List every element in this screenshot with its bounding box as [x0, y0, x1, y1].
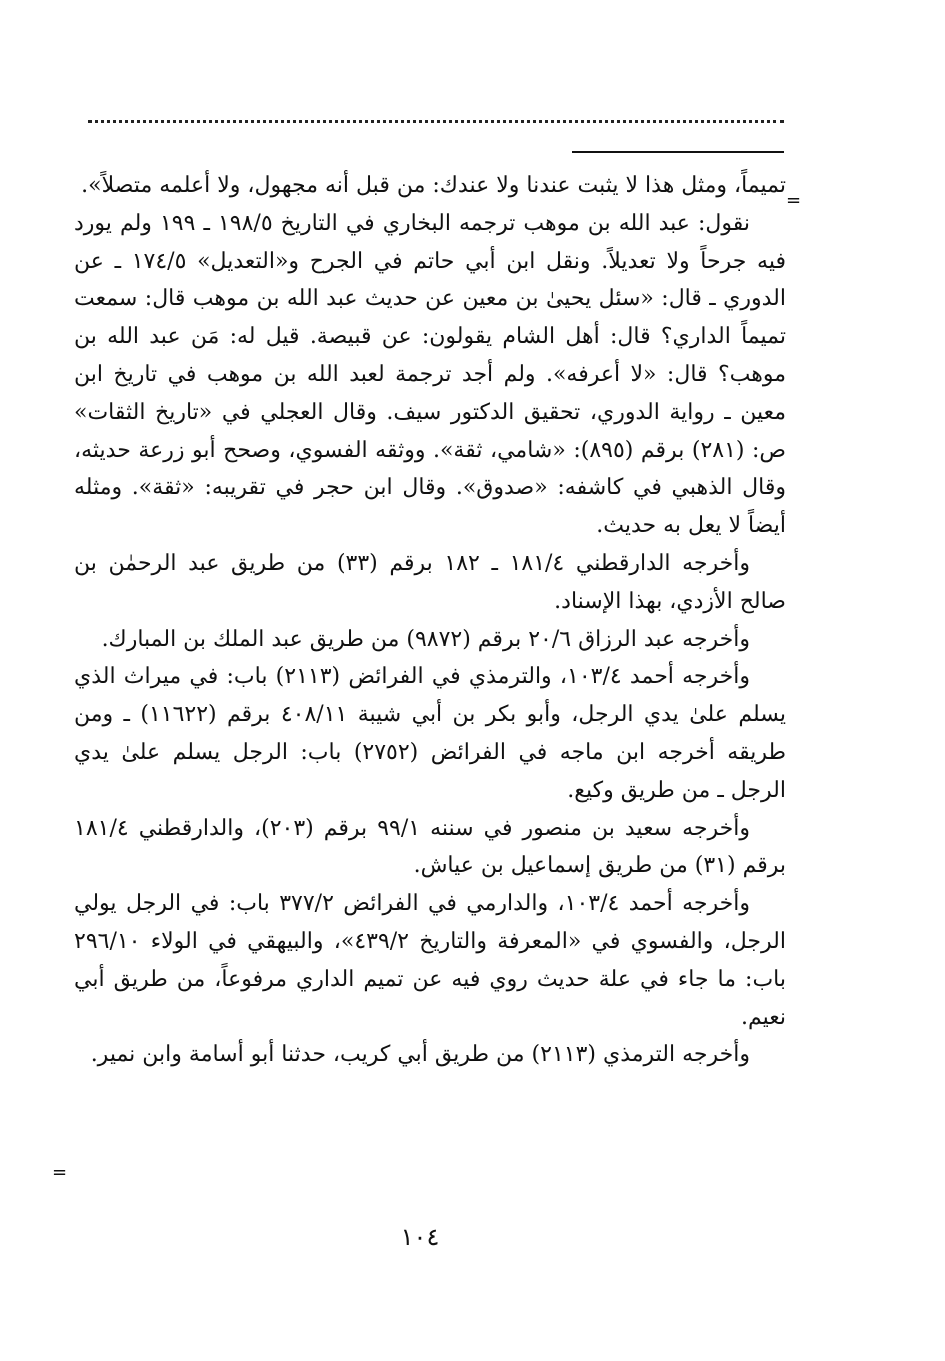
- footnote-paragraph-3: وأخرجه الدارقطني ١٨١/٤ ـ ١٨٢ برقم (٣٣) من طريق عبد الرحمٰن بن صالح الأزدي، بهذا الإسناد.: [74, 550, 786, 614]
- footnote-paragraph-5: وأخرجه أحمد ١٠٣/٤، والترمذي في الفرائض (٢١١٣) باب: في ميراث الذي يسلم علىٰ يدي الرجل، وأبو بكر بن أبي شيبة ٤٠٨/١١ برقم (١١٦٢٢) ـ ومن طريقه أخرجه ابن ماجه في الفرائض (٢٧٥٢) باب: الرجل يسلم علىٰ يدي الرجل ـ من طريق وكيع.: [74, 664, 786, 803]
- footnote-paragraph-8: وأخرجه الترمذي (٢١١٣) من طريق أبي كريب، حدثنا أبو أسامة وابن نمير.: [90, 1042, 750, 1068]
- footnote-paragraph-2: نقول: عبد الله بن موهب ترجمه البخاري في التاريخ ١٩٨/٥ ـ ١٩٩ ولم يورد فيه جرحاً ولا تعديلاً. ونقل ابن أبي حاتم في الجرح و«التعديل» ١٧٤/٥ ـ عن الدوري ـ قال: «سئل يحيىٰ بن معين عن حديث عبد الله بن موهب قال: سمعت تميماً الداري؟ قال: أهل الشام يقولون: عن قبيصة. قيل له: مَن عبد الله بن موهب؟ قال: «لا أعرفه». ولم أجد ترجمة لعبد الله بن موهب في تاريخ ابن معين ـ رواية الدوري، تحقيق الدكتور سيف. وقال العجلي في «تاريخ الثقات» ص: (٢٨١) برقم (٨٩٥): «شامي، ثقة». ووثقه الفسوي، وصحح أبو زرعة حديثه، وقال الذهبي في كاشفه: «صدوق». وقال ابن حجر في تقريبه: «ثقة». ومثله أيضاً لا يعل به حديث.: [74, 210, 787, 539]
- continuation-mark-top: =: [786, 190, 802, 211]
- page-number: ١٠٤: [400, 1223, 440, 1251]
- footnote-separator-line: [572, 151, 784, 153]
- footnote-paragraph-4: وأخرجه عبد الرزاق ٢٠/٦ برقم (٩٨٧٢) من طريق عبد الملك بن المبارك.: [101, 626, 750, 652]
- continuation-mark-bottom: =: [52, 1162, 68, 1183]
- footnote-paragraph-7: وأخرجه أحمد ١٠٣/٤، والدارمي في الفرائض ٣٧٧/٢ باب: في الرجل يولي الرجل، والفسوي في «المعرفة والتاريخ ٤٣٩/٢»، والبيهقي في الولاء ٢٩٦/١٠ باب: ما جاء في علة حديث روي فيه عن تميم الداري مرفوعاً، من طريق أبي نعيم.: [74, 891, 786, 1030]
- footnote-paragraph-6: وأخرجه سعيد بن منصور في سننه ٩٩/١ برقم (٢٠٣)، والدارقطني ١٨١/٤ برقم (٣١) من طريق إسماعيل بن عياش.: [74, 815, 786, 879]
- footnote-paragraph-1: تميماً، ومثل هذا لا يثبت عندنا ولا عندك: من قبل أنه مجهول، ولا أعلمه متصلاً».: [81, 173, 786, 198]
- header-dotted-rule: [88, 120, 784, 123]
- footnote-text-block: [74, 167, 786, 1074]
